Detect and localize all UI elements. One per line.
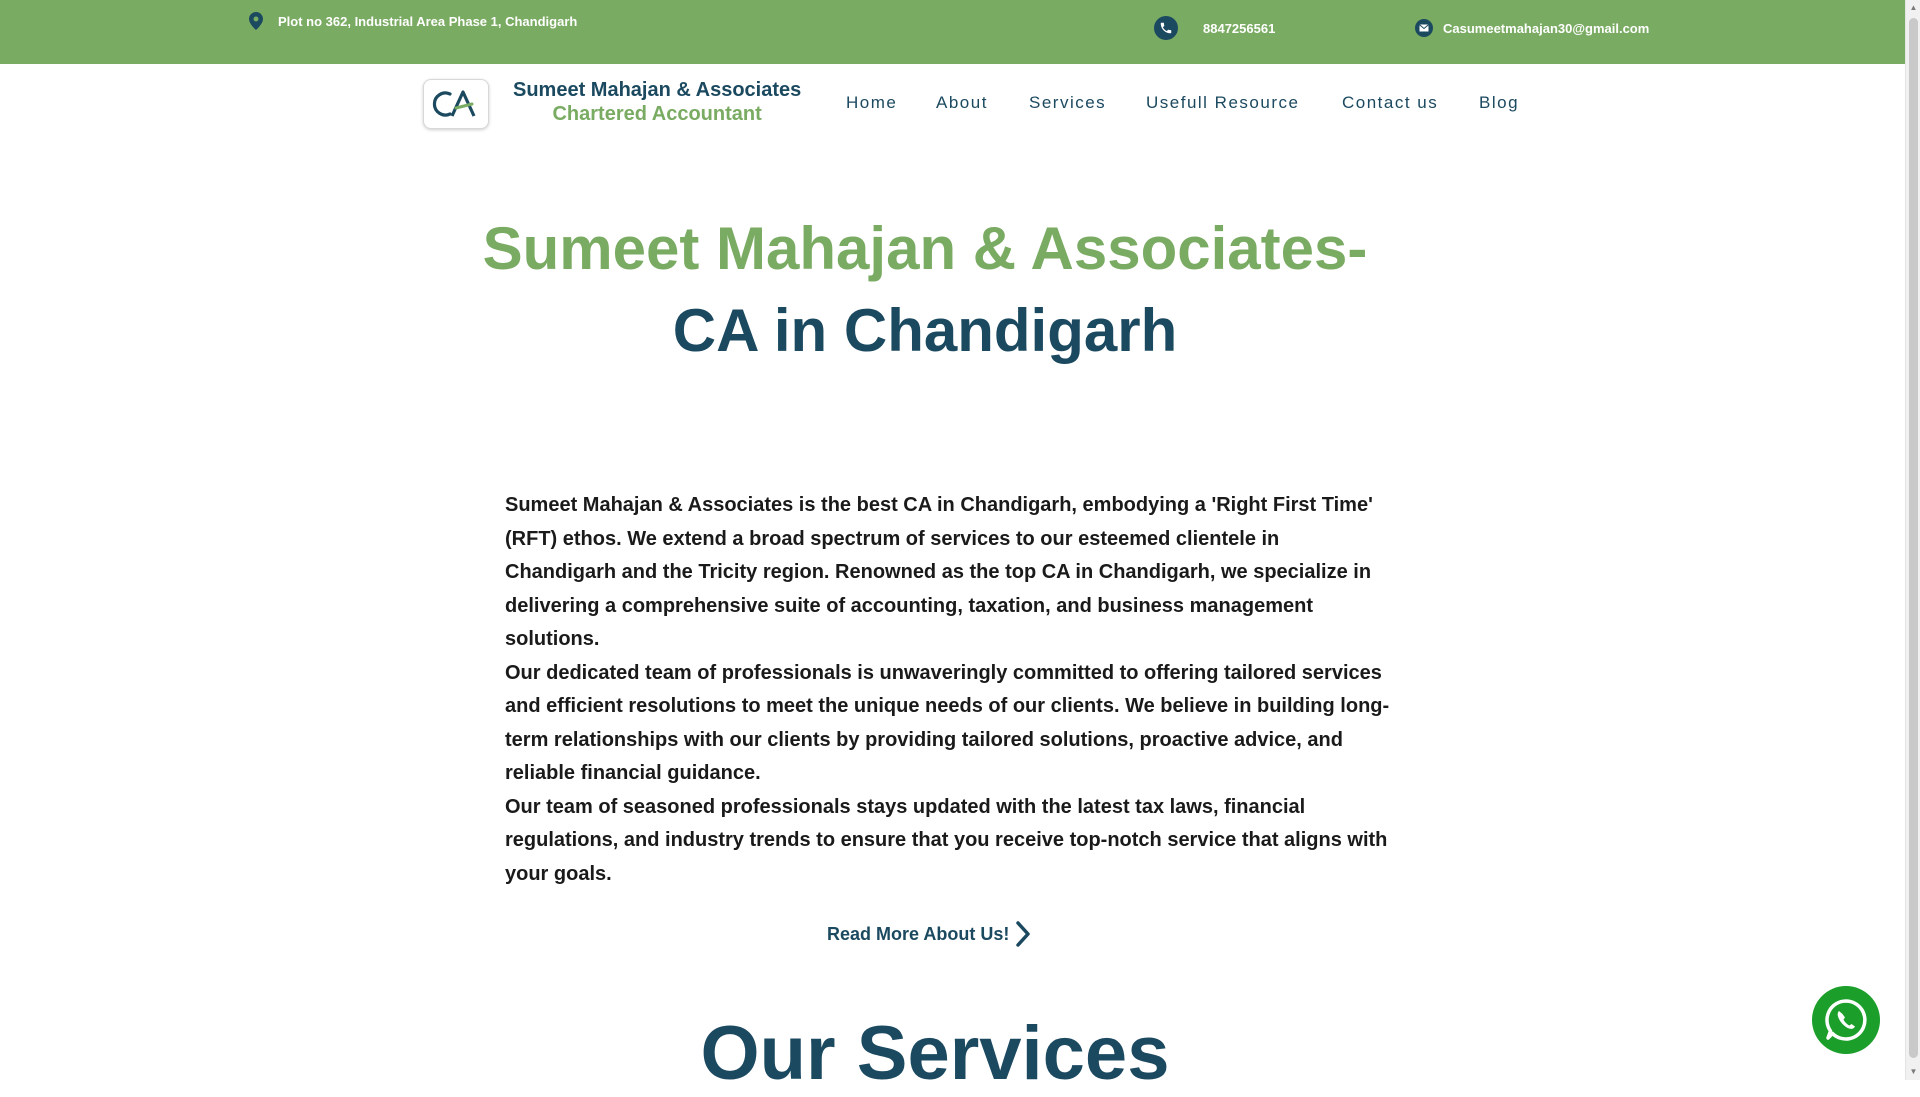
chevron-right-icon: [1015, 920, 1031, 948]
hero-title-line2: CA in Chandigarh: [672, 297, 1178, 364]
read-more-label[interactable]: Read More About Us!: [827, 923, 1010, 944]
nav-item-services[interactable]: Services: [1029, 93, 1107, 112]
map-pin-icon: [249, 12, 263, 30]
scroll-down-arrow-icon[interactable]: ▼: [1909, 1067, 1918, 1076]
about-paragraph-2: Our dedicated team of professionals is unwaveringly committed to offering tailored services and efficient resolutions to meet the unique needs of our clients. We believe in building long-term relationships with our clients by providing tailored solutions, proactive advice, and reliable financial guidance.: [505, 661, 1390, 784]
address-text: Plot no 362, Industrial Area Phase 1, Chandigarh: [278, 13, 578, 29]
scroll-up-arrow-icon[interactable]: ▲: [1909, 3, 1918, 12]
nav-item-blog[interactable]: Blog: [1479, 93, 1520, 112]
services-heading: Our Services: [700, 1011, 1170, 1096]
ca-logo-mark: [430, 86, 482, 122]
site-header: [0, 64, 1905, 144]
whatsapp-button[interactable]: [1812, 986, 1880, 1054]
whatsapp-icon: [1823, 997, 1869, 1043]
nav-item-about[interactable]: About: [936, 93, 988, 112]
ca-logo[interactable]: [423, 79, 489, 129]
email-address[interactable]: Casumeetmahajan30@gmail.com: [1443, 20, 1650, 36]
about-paragraph-1: Sumeet Mahajan & Associates is the best CA in Chandigarh, embodying a 'Right First Time' (RFT) ethos. We extend a broad spectrum of services to our esteemed clientele in Chandigarh and the Tricity region. Renowned as the top CA in Chandigarh, we specialize in delivering a comprehensive suite of accounting, taxation, and business management solutions.: [505, 494, 1373, 650]
nav-item-useful-resource[interactable]: Usefull Resource: [1146, 93, 1300, 112]
nav-item-home[interactable]: Home: [846, 93, 898, 112]
hero-title-line1: Sumeet Mahajan & Associates-: [482, 215, 1368, 282]
read-more-link[interactable]: [827, 920, 1031, 948]
brand-name[interactable]: Sumeet Mahajan & Associates: [513, 79, 802, 101]
address-item: [249, 12, 577, 30]
top-contact-bar: [0, 0, 1905, 64]
vertical-scrollbar[interactable]: [1905, 0, 1920, 1080]
brand-block[interactable]: [513, 78, 801, 126]
mail-icon: [1415, 19, 1433, 37]
brand-subtitle: Chartered Accountant: [552, 103, 762, 125]
nav-item-contact[interactable]: Contact us: [1342, 93, 1439, 112]
phone-item[interactable]: [1154, 16, 1275, 40]
phone-number[interactable]: 8847256561: [1203, 20, 1276, 36]
phone-icon: [1154, 16, 1178, 40]
email-item[interactable]: [1415, 19, 1649, 37]
about-paragraph-3: Our team of seasoned professionals stays updated with the latest tax laws, financial regulations, and industry trends to ensure that you receive top-notch service that aligns with your goals.: [505, 795, 1388, 885]
about-section: [505, 489, 1395, 891]
scrollbar-thumb[interactable]: [1909, 18, 1918, 1058]
